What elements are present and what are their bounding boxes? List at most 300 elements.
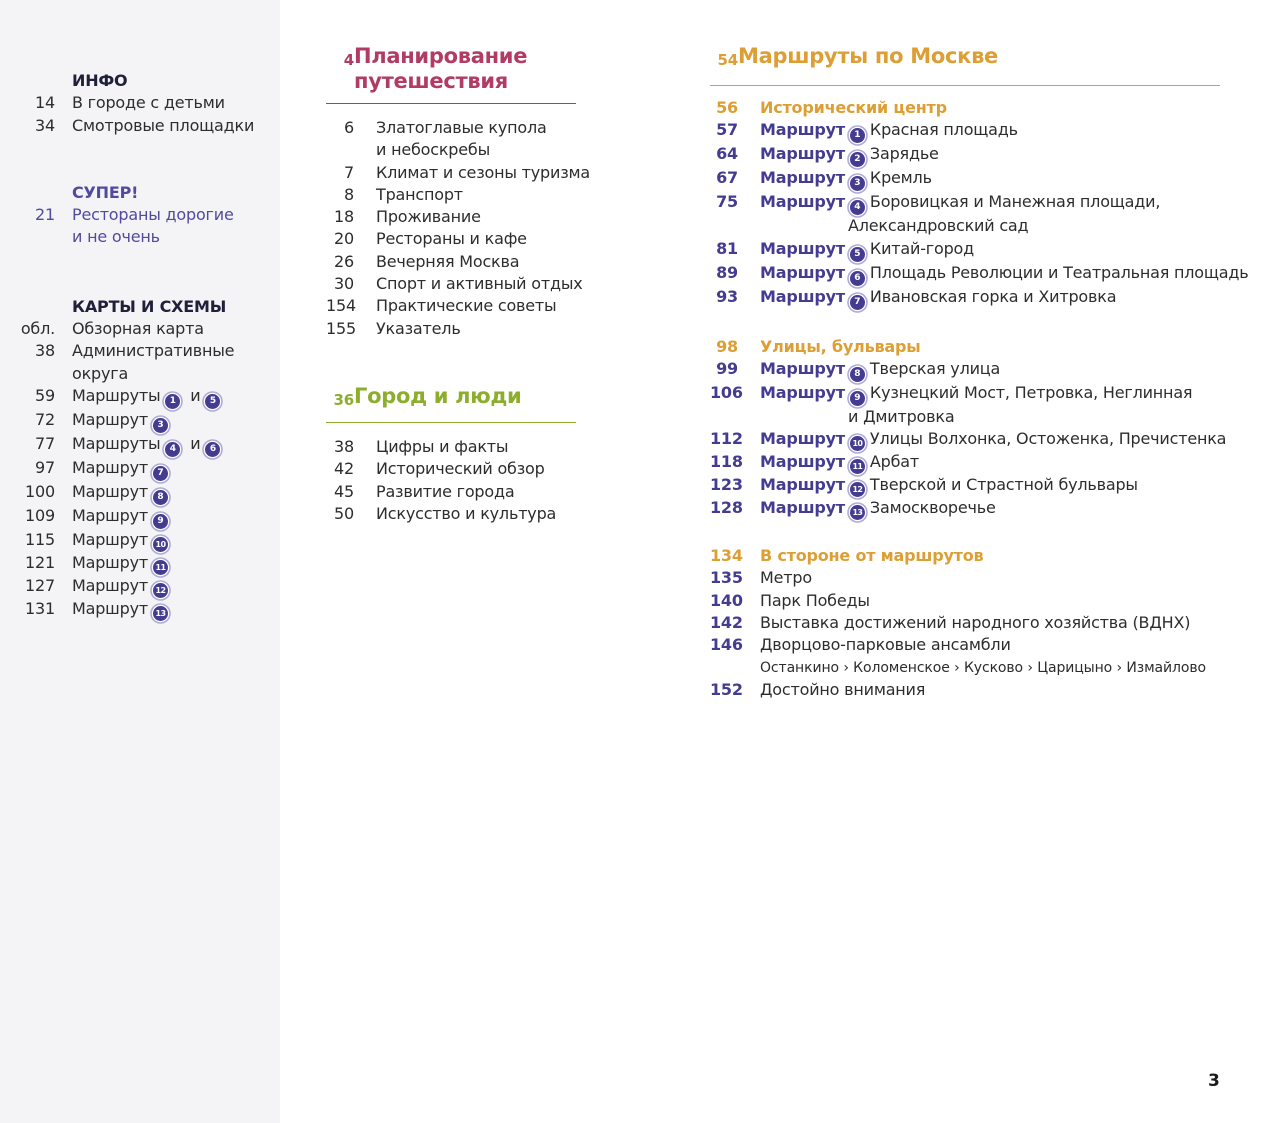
heading-line: Планирование xyxy=(354,44,528,68)
route-label: Маршрут xyxy=(760,168,845,188)
section-heading xyxy=(326,44,576,94)
toc-row xyxy=(710,358,1220,382)
entry-continuation-line: Александровский сад xyxy=(848,216,1029,236)
route-number-badge: 11 xyxy=(153,560,168,575)
entry-text-segment: Парк Победы xyxy=(760,590,870,610)
toc-row xyxy=(710,167,1220,191)
sidebar-section-heading-row xyxy=(20,296,270,318)
entry-text xyxy=(760,679,925,701)
sidebar-section xyxy=(20,70,270,137)
entry-line xyxy=(72,363,234,385)
toc-row xyxy=(326,184,576,206)
page-num-cell: 59 xyxy=(35,385,55,405)
toc-row xyxy=(710,262,1249,286)
subsection-title-text: Исторический центр xyxy=(760,98,947,117)
toc-row xyxy=(710,191,1220,237)
page-num-cell: 56 xyxy=(716,98,738,117)
entry-line xyxy=(72,318,204,340)
page-num-cell: 6 xyxy=(344,118,354,137)
entry-text xyxy=(72,433,225,457)
sidebar-section-heading-row xyxy=(20,70,270,92)
toc-row xyxy=(20,575,270,598)
toc-row xyxy=(710,286,1220,310)
route-label: Маршрут xyxy=(760,452,845,472)
route-number-badge: 12 xyxy=(153,583,168,598)
entry-line xyxy=(72,340,234,362)
toc-subsection xyxy=(710,545,1220,701)
entry-text xyxy=(72,575,173,598)
toc-row xyxy=(20,204,270,249)
page-num-cell: 134 xyxy=(710,546,743,566)
toc-row xyxy=(326,436,576,458)
entry-text-segment: Маршрут xyxy=(72,552,148,572)
page-num-cell: 50 xyxy=(334,503,354,523)
toc-row xyxy=(710,474,1220,497)
entry-text-segment: Зарядье xyxy=(869,144,939,164)
route-number-badge: 2 xyxy=(850,152,865,167)
entry-text xyxy=(72,552,173,575)
entry-text-segment: Маршрут xyxy=(72,505,148,525)
toc-row xyxy=(20,481,270,505)
entry-line xyxy=(760,286,1116,310)
toc-row xyxy=(20,552,270,575)
section-heading-title xyxy=(738,44,998,73)
entry-text-segment: округа xyxy=(72,363,129,383)
page-num-cell: 99 xyxy=(716,358,738,378)
page-number: 3 xyxy=(1208,1071,1220,1091)
entry-line xyxy=(72,385,225,409)
route-label: Маршрут xyxy=(760,475,845,495)
sidebar-section-title: СУПЕР! xyxy=(72,182,139,202)
heading-line: Маршруты по Москве xyxy=(738,44,999,68)
entry-text-segment: Китай-город xyxy=(869,238,974,258)
route-number-badge: 3 xyxy=(850,176,865,191)
entry-text xyxy=(760,612,1190,634)
entry-text xyxy=(376,458,545,480)
toc-row xyxy=(710,567,1220,589)
route-number-badge: 10 xyxy=(153,537,168,552)
entry-text-segment: Улицы Волхонка, Остоженка, Пречистенка xyxy=(869,429,1227,449)
toc-row xyxy=(710,119,1220,143)
entry-text xyxy=(376,251,519,273)
page-num-cell xyxy=(20,70,55,92)
page-num-cell: 7 xyxy=(344,162,354,182)
toc-row xyxy=(326,117,576,162)
entry-text-segment: Выставка достижений народного хозяйства (ВДНХ) xyxy=(760,613,1191,633)
entry-text xyxy=(760,262,1248,286)
toc-row xyxy=(20,598,270,621)
entry-line xyxy=(72,505,173,529)
toc-row xyxy=(710,590,1220,612)
sidebar-section-title: ИНФО xyxy=(72,71,128,90)
page-num-cell: 75 xyxy=(716,192,738,212)
entry-text-segment: Обзорная карта xyxy=(72,319,204,339)
entry-line: и небоскребы xyxy=(376,140,491,160)
entry-line xyxy=(760,474,1138,497)
sidebar-toc-column xyxy=(20,70,270,621)
toc-row xyxy=(326,295,576,317)
entry-text-segment: Дворцово-парковые ансамбли xyxy=(760,635,1011,655)
entry-line: Цифры и факты xyxy=(376,436,509,456)
page-num-cell: 135 xyxy=(710,568,743,588)
entry-line: Вечерняя Москва xyxy=(376,251,520,271)
entry-line xyxy=(760,679,925,701)
toc-row xyxy=(326,206,576,228)
route-number-badge: 7 xyxy=(153,466,168,481)
entry-line: Развитие города xyxy=(376,481,515,501)
route-label: Маршрут xyxy=(760,262,845,282)
page-num-cell: 106 xyxy=(710,382,743,402)
page-num-cell: 81 xyxy=(716,238,738,258)
entry-line xyxy=(760,590,870,612)
heading-line: Город и люди xyxy=(354,383,522,408)
entry-text-segment: Маршрут xyxy=(72,529,148,549)
entry-text xyxy=(760,286,1116,310)
toc-row xyxy=(20,115,270,137)
middle-toc-column xyxy=(326,44,590,525)
entry-line xyxy=(72,529,173,552)
page-num-cell: 26 xyxy=(334,251,354,271)
page-num-cell: 38 xyxy=(35,341,55,361)
toc-row xyxy=(326,458,576,480)
toc-row xyxy=(710,428,1227,451)
subsection-title-row xyxy=(710,336,1220,358)
route-number-badge: 7 xyxy=(850,295,865,310)
heading-rule xyxy=(326,103,576,104)
entry-text-segment: Боровицкая и Манежная площади, xyxy=(869,192,1161,212)
toc-row xyxy=(326,503,576,525)
page-num-cell: 112 xyxy=(710,429,743,449)
entry-text xyxy=(72,409,173,433)
toc-row xyxy=(326,318,576,340)
entry-text-segment: Тверской и Страстной бульвары xyxy=(869,475,1138,495)
entry-text xyxy=(376,117,547,162)
toc-row xyxy=(710,497,1220,520)
entry-text xyxy=(376,162,590,184)
page-num-cell: 18 xyxy=(334,207,354,227)
entry-text-segment: Рестораны дорогие xyxy=(72,205,234,225)
entry-line: Транспорт xyxy=(376,184,463,204)
entry-text-segment: Замоскворечье xyxy=(869,498,996,518)
entry-text xyxy=(760,590,870,612)
page-num-cell: 100 xyxy=(25,481,55,501)
page-num-cell: 123 xyxy=(710,475,743,495)
toc-subsection xyxy=(710,336,1227,521)
toc-row xyxy=(710,634,1220,679)
subsection-title-text: Улицы, бульвары xyxy=(760,336,921,356)
page-num-cell: 142 xyxy=(710,613,743,633)
entry-line xyxy=(72,409,173,433)
page-num-cell: 57 xyxy=(716,120,738,140)
page-num-cell: 128 xyxy=(710,498,743,518)
toc-row xyxy=(20,529,270,552)
entry-text-segment: Маршруты xyxy=(72,433,161,453)
section-heading xyxy=(710,44,1220,73)
page-num-cell xyxy=(20,182,55,204)
entry-line: Искусство и культура xyxy=(376,503,557,523)
sidebar-section xyxy=(20,296,270,621)
page-num-cell: 14 xyxy=(35,93,55,113)
toc-row xyxy=(20,457,270,481)
entry-text xyxy=(376,503,556,525)
toc-row xyxy=(20,433,270,457)
toc-section xyxy=(326,384,576,525)
subsection-title-row xyxy=(710,545,1220,567)
route-label: Маршрут xyxy=(760,144,845,164)
toc-row xyxy=(710,679,1220,701)
entry-text xyxy=(760,358,1000,382)
entry-text xyxy=(760,497,996,520)
page-num-cell: 97 xyxy=(35,457,55,477)
entry-text xyxy=(72,385,225,409)
page-num-cell: 118 xyxy=(710,452,743,472)
route-label: Маршрут xyxy=(760,238,845,258)
route-number-badge: 5 xyxy=(850,247,865,262)
entry-line xyxy=(72,457,173,481)
entry-text-segment: Арбат xyxy=(869,452,920,472)
page-num-cell: 30 xyxy=(334,274,354,294)
page-num-cell: 8 xyxy=(344,184,354,204)
route-label: Маршрут xyxy=(760,120,845,140)
entry-text-segment: Административные xyxy=(72,341,235,361)
route-number-badge: 1 xyxy=(850,128,865,143)
route-label: Маршрут xyxy=(760,192,845,212)
page-num-cell: 67 xyxy=(716,168,738,188)
toc-row xyxy=(710,451,1220,474)
entry-line xyxy=(760,567,812,589)
toc-row xyxy=(20,409,270,433)
entry-text xyxy=(72,92,225,114)
entry-text xyxy=(760,167,932,191)
entry-line xyxy=(760,612,1190,634)
entry-text xyxy=(72,318,204,340)
page-num-cell xyxy=(20,296,55,318)
entry-text xyxy=(760,143,939,167)
entry-line xyxy=(72,115,254,137)
entry-text xyxy=(72,529,173,552)
toc-row xyxy=(20,505,270,529)
entry-text-segment: Красная площадь xyxy=(869,120,1018,140)
entry-line xyxy=(72,433,225,457)
section-heading-number: 36 xyxy=(333,390,354,409)
entry-text-segment: и не очень xyxy=(72,227,160,247)
entry-line xyxy=(72,204,234,226)
route-number-badge: 8 xyxy=(850,367,865,382)
entry-line: Указатель xyxy=(376,318,461,338)
page-num-cell: 152 xyxy=(710,679,743,699)
entry-text xyxy=(760,451,919,474)
route-label: Маршрут xyxy=(760,358,845,378)
entry-text xyxy=(376,273,583,295)
sidebar-section-heading-row xyxy=(20,182,270,204)
page-num-cell: 72 xyxy=(35,409,55,429)
entry-line xyxy=(760,428,1226,451)
sidebar-section xyxy=(20,182,270,249)
page-num-cell: 42 xyxy=(334,459,354,479)
entry-line xyxy=(760,143,939,167)
route-number-badge: 3 xyxy=(153,418,168,433)
page-num-cell: 131 xyxy=(25,598,55,618)
entry-text xyxy=(72,340,234,385)
entry-line xyxy=(760,167,932,191)
entry-text xyxy=(760,634,1206,679)
route-number-badge: 12 xyxy=(850,482,865,497)
entry-text-segment: Площадь Революции и Театральная площадь xyxy=(869,262,1249,282)
entry-text xyxy=(72,457,173,481)
entry-text-segment: Маршруты xyxy=(72,385,161,405)
entry-line xyxy=(72,226,234,248)
entry-line xyxy=(760,262,1248,286)
toc-subsection xyxy=(710,97,1249,310)
entry-text xyxy=(760,474,1138,497)
page-num-cell: 21 xyxy=(35,205,55,225)
entry-subline: Останкино › Коломенское › Кусково › Царицыно › Измайлово xyxy=(760,659,1206,676)
route-number-badge: 5 xyxy=(205,394,220,409)
toc-row xyxy=(710,382,1220,428)
toc-row xyxy=(326,228,576,250)
entry-text-segment: и xyxy=(185,385,201,405)
route-number-badge: 13 xyxy=(850,505,865,520)
entry-text-segment: Кремль xyxy=(869,168,932,188)
entry-text xyxy=(376,481,514,503)
entry-text xyxy=(376,184,463,206)
entry-line xyxy=(760,451,919,474)
entry-text xyxy=(72,115,254,137)
entry-text xyxy=(376,436,508,458)
entry-text xyxy=(760,567,812,589)
route-number-badge: 13 xyxy=(153,606,168,621)
entry-line: Златоглавые купола xyxy=(376,118,547,137)
route-number-badge: 10 xyxy=(850,436,865,451)
route-number-badge: 4 xyxy=(165,442,180,457)
entry-line xyxy=(72,481,173,505)
subsection-title-row xyxy=(710,97,1220,119)
route-number-badge: 8 xyxy=(153,490,168,505)
page-num-cell: 34 xyxy=(35,115,55,135)
route-number-badge: 6 xyxy=(850,271,865,286)
entry-line xyxy=(72,92,225,114)
entry-text-segment: Маршрут xyxy=(72,409,148,429)
toc-row xyxy=(20,385,270,409)
page-num-cell: 93 xyxy=(716,286,738,306)
entry-text-segment: Метро xyxy=(760,568,812,588)
route-label: Маршрут xyxy=(760,429,845,449)
page-num-cell: 127 xyxy=(25,575,55,595)
page-num-cell: 146 xyxy=(710,635,743,655)
entry-line xyxy=(72,552,173,575)
entry-line xyxy=(760,497,996,520)
entry-line: Климат и сезоны туризма xyxy=(376,162,590,182)
entry-text-segment: В городе с детьми xyxy=(72,93,225,113)
entry-line xyxy=(760,191,1160,215)
toc-row xyxy=(326,162,590,184)
entry-line: Проживание xyxy=(376,207,481,227)
route-label: Маршрут xyxy=(760,286,845,306)
section-heading-number: 4 xyxy=(343,51,354,69)
entry-text-segment: Кузнецкий Мост, Петровка, Неглинная xyxy=(869,382,1193,402)
entry-text xyxy=(760,191,1160,237)
toc-row xyxy=(710,238,1220,262)
heading-rule xyxy=(326,422,576,423)
entry-line: Исторический обзор xyxy=(376,459,545,479)
entry-line xyxy=(72,598,173,621)
entry-text xyxy=(760,428,1226,451)
page-num-cell: 140 xyxy=(710,590,743,610)
sidebar-section-title: КАРТЫ И СХЕМЫ xyxy=(72,296,227,316)
route-number-badge: 6 xyxy=(205,442,220,457)
page-num-cell: 64 xyxy=(716,144,738,164)
entry-text xyxy=(376,228,527,250)
entry-line xyxy=(72,575,173,598)
entry-line: Рестораны и кафе xyxy=(376,229,527,249)
heading-rule xyxy=(710,85,1220,86)
section-heading-title xyxy=(354,384,521,413)
entry-line: Спорт и активный отдых xyxy=(376,274,583,294)
entry-line: Практические советы xyxy=(376,296,557,316)
entry-text xyxy=(376,206,481,228)
toc-row xyxy=(710,612,1220,634)
entry-text xyxy=(760,119,1018,143)
entry-text-segment: Ивановская горка и Хитровка xyxy=(869,286,1117,306)
entry-text-segment: Маршрут xyxy=(72,481,148,501)
toc-row xyxy=(20,318,270,340)
toc-row xyxy=(326,251,576,273)
route-number-badge: 9 xyxy=(850,391,865,406)
entry-text-segment: и xyxy=(185,433,201,453)
entry-continuation-line: и Дмитровка xyxy=(848,406,955,426)
entry-text-segment: Маршрут xyxy=(72,598,148,618)
page-num-cell: 155 xyxy=(326,318,356,338)
route-number-badge: 4 xyxy=(850,200,865,215)
toc-row xyxy=(710,143,1220,167)
entry-line xyxy=(760,238,974,262)
entry-line xyxy=(760,358,1000,382)
page-num-cell: 20 xyxy=(334,229,354,249)
entry-text xyxy=(72,204,234,249)
subsection-title-text: В стороне от маршрутов xyxy=(760,546,984,566)
entry-text-segment: Достойно внимания xyxy=(760,679,926,699)
page-num-cell: 38 xyxy=(334,436,354,456)
entry-text xyxy=(72,481,173,505)
route-label: Маршрут xyxy=(760,498,845,518)
page-num-cell: 154 xyxy=(326,296,356,316)
page-num-cell: 45 xyxy=(334,481,354,501)
route-label: Маршрут xyxy=(760,382,845,402)
entry-text-segment: Маршрут xyxy=(72,575,148,595)
right-toc-column xyxy=(710,44,1249,701)
toc-row xyxy=(326,273,583,295)
page-num-cell: обл. xyxy=(20,319,55,339)
page-num-cell: 115 xyxy=(25,529,55,549)
route-number-badge: 1 xyxy=(165,394,180,409)
entry-text xyxy=(72,598,173,621)
toc-row xyxy=(20,340,270,385)
toc-row xyxy=(20,92,270,114)
section-items xyxy=(326,436,576,525)
section-items xyxy=(326,117,590,340)
entry-text-segment: Маршрут xyxy=(72,457,148,477)
page-num-cell: 77 xyxy=(35,433,55,453)
entry-text xyxy=(72,505,173,529)
entry-text xyxy=(376,318,461,340)
section-heading-title xyxy=(354,44,527,94)
page-num-cell: 89 xyxy=(716,262,738,282)
entry-line xyxy=(760,634,1206,656)
heading-line: путешествия xyxy=(354,69,508,93)
toc-section xyxy=(326,44,590,340)
route-number-badge: 11 xyxy=(850,459,865,474)
entry-text-segment: Смотровые площадки xyxy=(72,115,255,135)
